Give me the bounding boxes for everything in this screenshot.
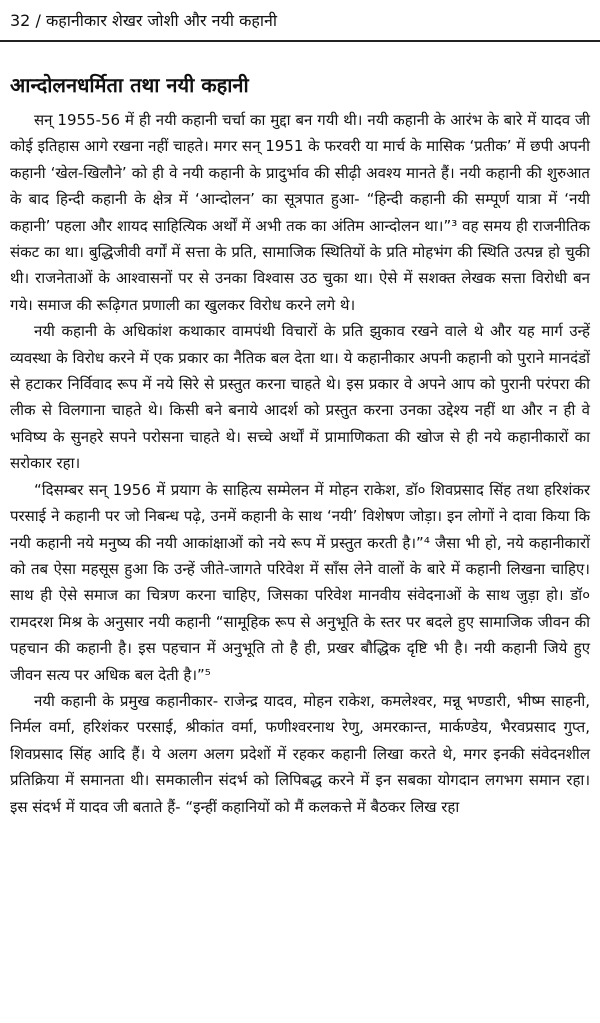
- running-header: [10, 10, 277, 32]
- page-number: 32: [10, 11, 31, 30]
- paragraph-1: सन् 1955-56 में ही नयी कहानी चर्चा का मुद्दा बन गयी थी। नयी कहानी के आरंभ के बारे में यादव जी कोई इतिहास आगे रखना नहीं चाहते। मगर सन् 1951 के फरवरी या मार्च के मासिक ‘प्रतीक’ में छपी अपनी कहानी ‘खेल-खिलौने’ को ही वे नयी कहानी के प्रादुर्भाव की सीढ़ी अवश्य मानते हैं। नयी कहानी की शुरुआत के बाद हिन्दी कहानी के क्षेत्र में ‘आन्दोलन’ का सूत्रपात हुआ- “हिन्दी कहानी की सम्पूर्ण यात्रा में ‘नयी कहानी’ पहला और शायद साहित्यिक अर्थों में अभी तक का अंतिम आन्दोलन था।”³ वह समय ही राजनीतिक संकट का था। बुद्धिजीवी वर्गों में सत्ता के प्रति, सामाजिक स्थितियों के प्रति मोहभंग की स्थिति उत्पन्न हो चुकी थी। राजनेताओं के आश्वासनों पर से उनका विश्वास उठ चुका था। ऐसे में सशक्त लेखक सत्ता विरोधी बन गये। समाज की रूढ़िगत प्रणाली का खुलकर विरोध करने लगे थे।: [10, 111, 590, 314]
- paragraph-2: नयी कहानी के अधिकांश कथाकार वामपंथी विचारों के प्रति झुकाव रखने वाले थे और यह मार्ग उन्हें व्यवस्था के विरोध करने में एक प्रकार का नैतिक बल देता था। ये कहानीकार अपनी कहानी को पुराने मानदंडों से हटाकर निर्विवाद रूप में नये सिरे से प्रस्तुत करना चाहते थे। इस प्रकार वे अपने आप को पुरानी परंपरा की लीक से विलगाना चाहते थे। किसी बने बनाये आदर्श को प्रस्तुत करना उनका उद्देश्य नहीं था और न ही वे भविष्य के सुनहरे सपने परोसना चाहते थे। सच्चे अर्थों में प्रामाणिकता की खोज से ही नये कहानीकारों का सरोकार रहा।: [10, 322, 590, 473]
- header-separator: /: [35, 11, 41, 30]
- section-heading: आन्दोलनधर्मिता तथा नयी कहानी: [10, 73, 249, 97]
- running-title: कहानीकार शेखर जोशी और नयी कहानी: [45, 11, 278, 30]
- paragraph-3: “दिसम्बर सन् 1956 में प्रयाग के साहित्य सम्मेलन में मोहन राकेश, डॉ० शिवप्रसाद सिंह तथा हरिशंकर परसाई ने कहानी पर जो निबन्ध पढ़े, उनमें कहानी के साथ ‘नयी’ विशेषण जोड़ा। इन लोगों ने दावा किया कि नयी कहानी नये मनुष्य की नयी आकांक्षाओं को नये रूप में प्रस्तुत करती है।”⁴ जैसा भी हो, नये कहानीकारों को तब ऐसा महसूस हुआ कि उन्हें जीते-जागते परिवेश में साँस लेने वालों के बारे में कहानी लिखना चाहिए। साथ ही ऐसे समाज का चित्रण करना चाहिए, जिसका परिवेश मानवीय संवेदनाओं के साथ जुड़ा हो। डॉ० रामदरश मिश्र के अनुसार नयी कहानी “सामूहिक रूप से अनुभूति के स्तर पर बदले हुए सामाजिक जीवन की पहचान की कहानी है। इस पहचान में अनुभूति तो है ही, प्रखर बौद्धिक दृष्टि भी है। नयी कहानी जिये हुए जीवन सत्य पर अधिक बल देती है।”⁵: [10, 480, 590, 684]
- body-text: [10, 107, 590, 820]
- header-rule: [0, 40, 600, 42]
- paragraph-4: नयी कहानी के प्रमुख कहानीकार- राजेन्द्र यादव, मोहन राकेश, कमलेश्वर, मन्नू भण्डारी, भीष्म साहनी, निर्मल वर्मा, हरिशंकर परसाई, श्रीकांत वर्मा, फणीश्वरनाथ रेणु, अमरकान्त, मार्कण्डेय, भैरवप्रसाद गुप्त, शिवप्रसाद सिंह आदि हैं। ये अलग अलग प्रदेशों में रहकर कहानी लिखा करते थे, मगर इनकी संवेदनशील प्रतिक्रिया में समानता थी। समकालीन संदर्भ को लिपिबद्ध करने में इन सबका योगदान लगभग समान रहा। इस संदर्भ में यादव जी बताते हैं- “इन्हीं कहानियों को मैं कलकत्ते में बैठकर लिख रहा: [10, 691, 590, 816]
